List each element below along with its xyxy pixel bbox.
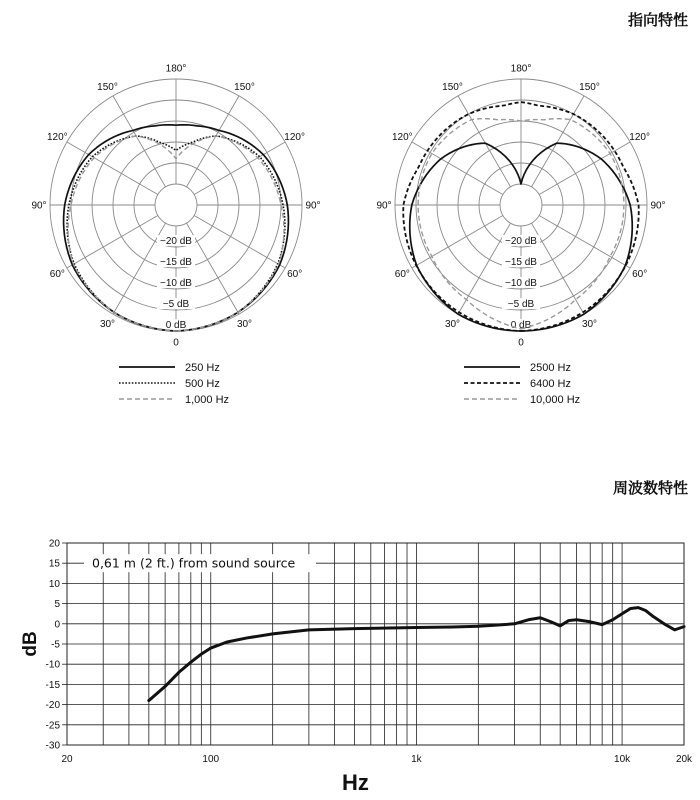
polar-ring	[500, 184, 542, 226]
annotation-text: 0,61 m (2 ft.) from sound source	[92, 555, 296, 571]
polar-angle-label: 90°	[650, 200, 666, 212]
polar-angle-label: 90°	[31, 200, 47, 212]
x-tick-label: 20k	[675, 754, 693, 765]
legend-label: 2500 Hz	[530, 362, 571, 374]
ring-db-label: −20 dB	[160, 236, 192, 247]
polar-angle-label: 150°	[234, 81, 255, 93]
ring-db-label: −10 dB	[505, 278, 537, 289]
legend-label: 10,000 Hz	[530, 394, 581, 406]
y-tick-label: 0	[54, 619, 60, 631]
polar-angle-label: 30°	[236, 319, 253, 331]
x-axis-title: Hz	[342, 770, 369, 795]
polar-angle-label: 90°	[376, 200, 392, 212]
polar-angle-label: 150°	[579, 81, 600, 93]
x-tick-label: 1k	[411, 754, 422, 765]
y-tick-label: 5	[54, 599, 60, 611]
y-tick-label: 10	[48, 578, 60, 590]
polar-angle-label: 0	[173, 337, 179, 349]
ring-db-label: −5 dB	[162, 299, 190, 310]
x-tick-label: 100	[202, 754, 220, 765]
y-tick-label: -25	[45, 720, 60, 732]
polar-angle-label: 180°	[165, 63, 187, 75]
legend-label: 250 Hz	[185, 362, 220, 374]
polar-angle-label: 0	[518, 337, 524, 349]
polar-angle-label: 180°	[510, 63, 532, 75]
polar-angle-label: 120°	[47, 132, 68, 143]
y-tick-label: 20	[48, 538, 60, 550]
polar-angle-label: 30°	[99, 319, 116, 331]
y-tick-label: -10	[45, 659, 60, 671]
polar-ring	[155, 184, 197, 226]
polar-chart-1	[31, 64, 320, 407]
legend-label: 500 Hz	[185, 378, 220, 390]
polar-angle-label: 60°	[287, 269, 303, 280]
ring-db-label: −5 dB	[507, 299, 535, 310]
ring-db-label: 0 dB	[510, 320, 532, 331]
ring-db-label: −15 dB	[160, 257, 192, 268]
y-tick-label: -30	[45, 740, 60, 752]
frequency-response-chart	[0, 470, 700, 800]
frequency-plot	[20, 539, 693, 796]
ring-db-label: −10 dB	[160, 278, 192, 289]
polar-angle-label: 150°	[442, 81, 463, 93]
frequency-response-title: 周波数特性	[612, 479, 688, 497]
polar-angle-label: 90°	[305, 200, 321, 212]
polar-pattern-title: 指向特性	[627, 11, 688, 29]
polar-angle-label: 120°	[392, 132, 413, 143]
polar-angle-label: 120°	[284, 132, 305, 143]
x-tick-label: 10k	[614, 754, 631, 765]
polar-angle-label: 60°	[49, 269, 65, 280]
polar-chart-2	[376, 64, 665, 407]
legend-label: 6400 Hz	[530, 378, 571, 390]
y-axis-title: dB	[20, 631, 41, 657]
polar-angle-label: 30°	[581, 319, 598, 331]
polar-angle-label: 30°	[444, 319, 461, 331]
polar-angle-label: 150°	[97, 81, 118, 93]
polar-angle-label: 60°	[394, 269, 410, 280]
x-tick-label: 20	[61, 754, 73, 765]
ring-db-label: 0 dB	[165, 320, 187, 331]
y-tick-label: -15	[45, 679, 60, 691]
ring-db-label: −20 dB	[505, 236, 537, 247]
legend-label: 1,000 Hz	[185, 394, 230, 406]
polar-angle-label: 120°	[629, 132, 650, 143]
y-tick-label: -20	[45, 700, 60, 712]
y-tick-label: -5	[51, 639, 60, 651]
ring-db-label: −15 dB	[505, 257, 537, 268]
y-tick-label: 15	[48, 558, 60, 570]
polar-angle-label: 60°	[632, 269, 648, 280]
